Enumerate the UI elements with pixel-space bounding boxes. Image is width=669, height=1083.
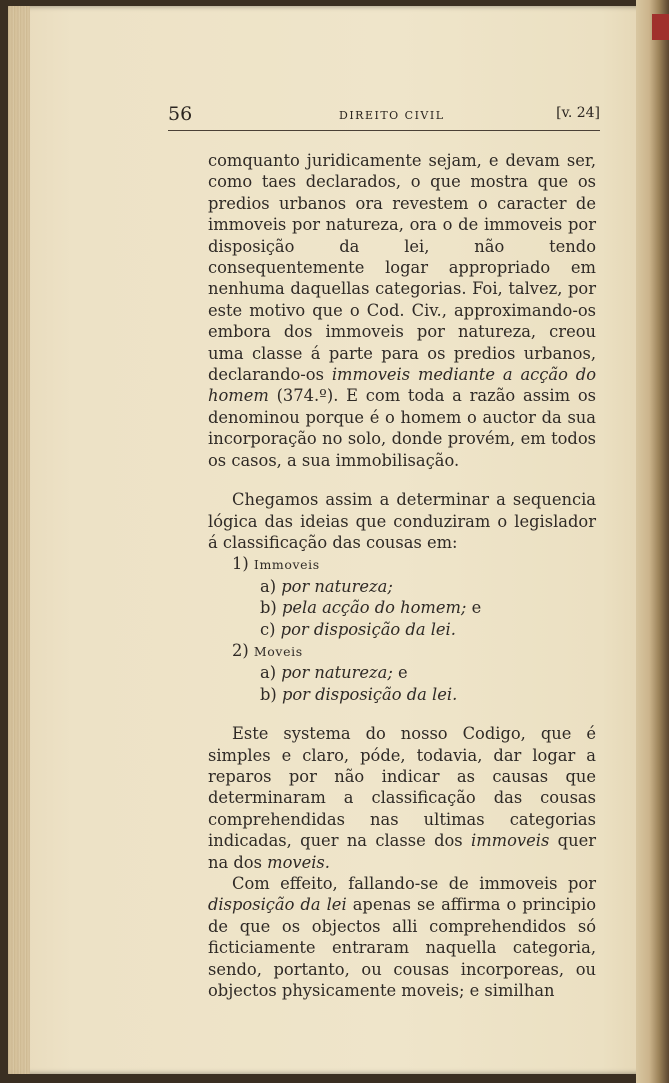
classification-moveis [208, 640, 596, 705]
class-heading-immoveis: 1) Immoveis [232, 554, 320, 574]
italic-phrase: disposição da lei [208, 895, 347, 915]
class-item-moveis-1: b) por disposição da lei. [260, 684, 458, 704]
paragraph-effect [208, 873, 596, 1001]
page-body [208, 150, 596, 1001]
paragraph-continuation [208, 150, 596, 471]
class-item-moveis-0: a) por natureza; e [260, 663, 408, 683]
paragraph-system [208, 723, 596, 873]
page-header [168, 103, 600, 127]
header-rule [168, 130, 600, 131]
page-edge [636, 0, 669, 1083]
bookmark-tab [652, 14, 669, 40]
italic-phrase: immoveis mediante a acção do homem [208, 365, 596, 406]
text-run: apenas se affirma o principio de que os objectos alli comprehendidos só ficticiamente entraram naquella categoria, sendo, portanto, ou cousas incorporeas, ou objectos physicamente moveis; e similhan [208, 895, 596, 1001]
class-item-immoveis-0: a) por natureza; [260, 576, 393, 596]
page-binding [8, 6, 30, 1074]
class-item-immoveis-2: c) por disposição da lei. [260, 619, 456, 639]
italic-phrase: immoveis [471, 831, 550, 851]
italic-phrase: moveis. [267, 852, 330, 872]
text-run: quer na dos [208, 831, 596, 872]
section-reference: [v. 24] [556, 105, 600, 121]
paragraph-sequence: Chegamos assim a determinar a sequencia lógica das ideias que conduziram o legislador á classificação das cousas em: [208, 490, 596, 552]
running-title: DIREITO CIVIL [339, 109, 445, 122]
class-heading-moveis: 2) Moveis [232, 640, 303, 660]
text-run: Com effeito, fallando-se de immoveis por [232, 874, 596, 893]
text-run: comquanto juridicamente sejam, e devam ser, como taes declarados, o que mostra que os predios urbanos ora revestem o caracter de immoveis por natureza, ora o de immoveis por disposição da lei, não tendo consequentemente logar appropriado em nenhuma daquellas categorias. Foi, talvez, por este motivo que o Cod. Civ., approximando-os embora dos immoveis por natureza, creou uma classe á parte para os predios urbanos, declarando-os [208, 151, 596, 385]
classification-immoveis [208, 553, 596, 640]
text-run: Este systema do nosso Codigo, que é simples e claro, póde, todavia, dar logar a reparos por não indicar as causas que determinaram a classificação das cousas comprehendidas nas ultimas categorias indicadas, quer na classe dos [208, 724, 596, 851]
text-run: (374.º). E com toda a razão assim os denominou porque é o homem o auctor da sua incorporação no solo, donde provém, em todos os casos, a sua immobilisação. [208, 386, 596, 470]
class-item-immoveis-1: b) pela acção do homem; e [260, 598, 482, 618]
page-number: 56 [168, 103, 193, 125]
